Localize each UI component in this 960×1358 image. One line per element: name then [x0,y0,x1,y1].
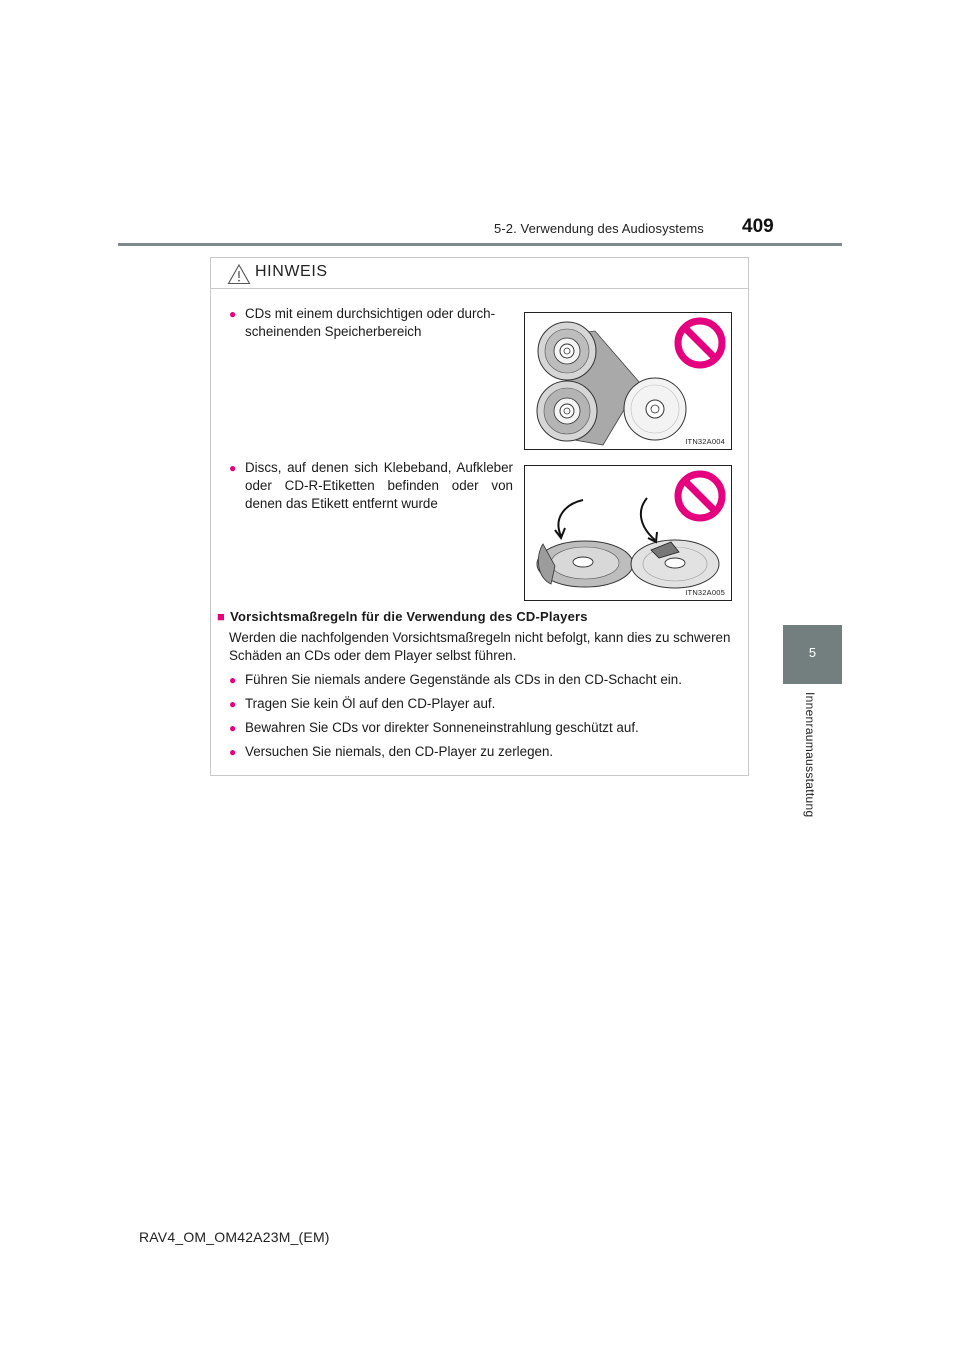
precaution-item [229,743,743,761]
section-heading-text: Vorsichtsmaßregeln für die Verwendung des CD-Players [230,609,588,624]
cd-disc-icon [538,322,596,380]
figure-caption: ITN32A004 [685,437,725,446]
figure-transparent-cds [524,312,732,450]
bullet-icon: ● [229,307,237,321]
prohibited-icon [678,321,722,365]
notice-item-text: CDs mit einem durchsichtigen oder durch- scheinenden Speicherbereich [245,306,496,339]
precaution-item [229,695,743,713]
cd-disc-icon [631,540,719,588]
labelled-disc-illustration [525,466,731,600]
section-title: 5-2. Verwendung des Audiosystems [494,221,704,236]
bullet-icon: ● [229,697,237,711]
document-code: RAV4_OM_OM42A23M_(EM) [139,1229,330,1245]
precaution-item [229,671,743,689]
precaution-text: Versuchen Sie niemals, den CD-Player zu zerlegen. [245,744,554,759]
square-bullet-icon: ■ [217,609,226,624]
notice-item-text: Discs, auf denen sich Klebeband, Aufkleber oder CD-R-Etiketten befinden oder von denen das Etikett entfernt wurde [245,460,513,511]
cd-disc-icon [537,381,597,441]
prohibited-icon [678,474,722,518]
notice-item-labelled-discs [229,459,513,513]
chapter-number: 5 [808,645,817,660]
cd-disc-icon [624,378,686,440]
bullet-icon: ● [229,721,237,735]
bullet-icon: ● [229,673,237,687]
chapter-label: Innenraumausstattung [803,692,817,818]
notice-title: HINWEIS [255,263,328,280]
figure-labelled-discs [524,465,732,601]
notice-header [211,258,748,289]
page-number: 409 [742,216,774,237]
precaution-item [229,719,743,737]
warning-icon [227,263,251,285]
notice-item-transparent-cds [229,305,513,341]
cd-disc-icon [537,541,633,587]
transparent-cd-illustration [525,313,731,449]
header-divider [118,243,842,246]
bullet-icon: ● [229,461,237,475]
precaution-text: Tragen Sie kein Öl auf den CD-Player auf. [245,696,496,711]
precaution-text: Führen Sie niemals andere Gegenstände als CDs in den CD-Schacht ein. [245,672,682,687]
section-heading [217,609,588,624]
figure-caption: ITN32A005 [685,588,725,597]
section-paragraph: Werden die nachfolgenden Vorsichtsmaßregeln nicht befolgt, kann dies zu schweren Schäden an CDs oder dem Player selbst führen. [229,630,731,663]
bullet-icon: ● [229,745,237,759]
precaution-text: Bewahren Sie CDs vor direkter Sonneneinstrahlung geschützt auf. [245,720,639,735]
chapter-tab[interactable] [783,625,842,684]
